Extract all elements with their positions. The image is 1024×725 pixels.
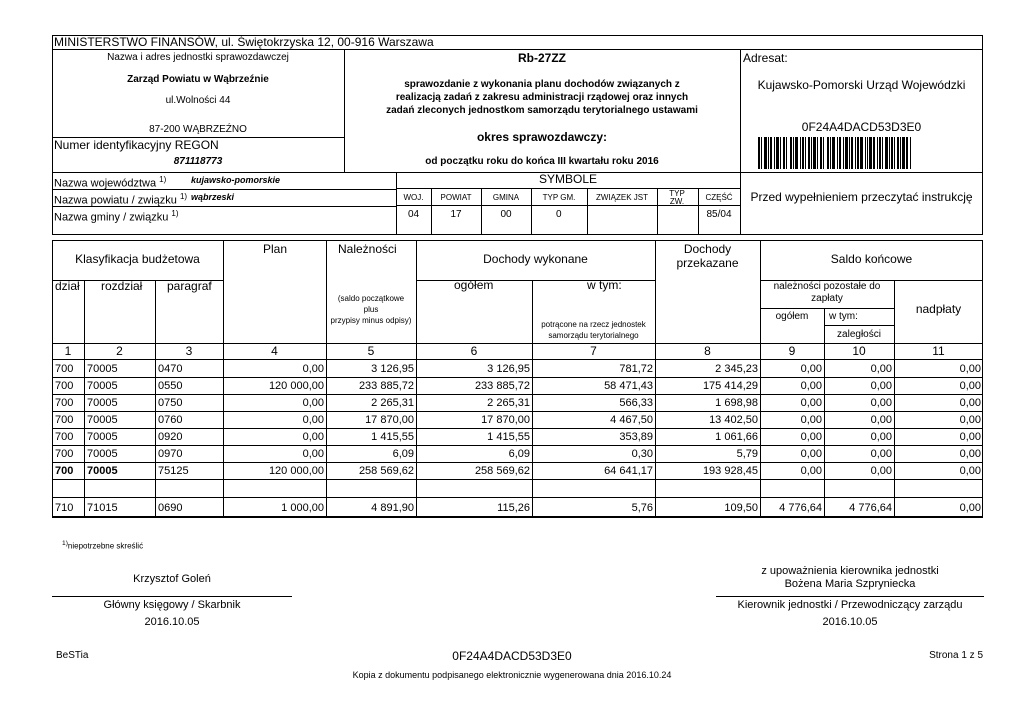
symbol-header: GMINA [492,193,520,202]
saldo-ogolem-header: ogółem [775,311,809,322]
divider [740,172,741,235]
column-number: 5 [367,344,375,358]
table-cell: 70005 [87,465,118,477]
table-cell: 0,00 [959,448,981,460]
column-number: 6 [470,344,478,358]
table-cell: 0,00 [870,414,892,426]
voivodeship-label: Nazwa województwa $^{1)}$ [54,175,167,190]
table-cell: 1 415,55 [371,431,414,443]
table-cell: 0,00 [800,380,822,392]
symbol-header: TYP GM. [542,193,576,202]
table-cell: 5,79 [736,448,758,460]
voivodeship-value: kujawsko-pomorskie [191,175,281,185]
symbols-title: SYMBOLE [538,172,598,186]
table-cell: 4 776,64 [849,502,892,514]
district-value: wąbrzeski [191,192,235,202]
copy-note: Kopia z dokumentu podpisanego elektronicznie wygenerowana dnia 2016.10.24 [352,670,672,680]
column-number: 1 [64,344,72,358]
table-cell: 0,00 [959,414,981,426]
column-number: 7 [590,344,597,358]
table-cell: 6,09 [508,448,530,460]
table-cell: 1 415,55 [487,431,530,443]
table-cell: 0,00 [870,363,892,375]
table-cell: 0,00 [800,448,822,460]
table-cell: 17 870,00 [481,414,530,426]
naleznosci-note: plus [363,305,379,314]
table-cell: 115,26 [497,502,530,514]
table-cell: 70005 [87,414,118,426]
table-cell: 0,00 [800,414,822,426]
divider [84,280,85,518]
commune-label: Nazwa gminy / związku $^{1)}$ [54,209,179,224]
right-signer-role: Kierownik jednostki / Przewodniczący zarządu [737,599,963,611]
table-cell: 109,50 [724,502,758,514]
symbol-header: ZWIĄZEK JST [596,193,648,202]
table-cell: 4 467,50 [610,414,653,426]
table-cell: 700 [55,448,74,460]
potracone-header: samorządu terytorialnego [548,331,639,340]
table-cell: 0,00 [870,448,892,460]
table-cell: 64 641,17 [604,465,653,477]
table-cell: 258 569,62 [474,465,530,477]
table-cell: 710 [55,502,74,514]
table-cell: 781,72 [619,363,653,375]
unit-label: Nazwa i adres jednostki sprawozdawczej [107,52,289,63]
table-cell: 6,09 [392,448,414,460]
symbol-value: 85/04 [706,209,732,220]
paragraf-header: paragraf [167,279,212,293]
table-cell: 0970 [158,448,183,460]
row-divider [52,479,983,480]
table-cell: 0690 [158,502,183,514]
table-cell: 0,00 [302,448,324,460]
dochody-przekazane-header: Dochody [683,242,732,256]
dochody-przekazane-header: przekazane [676,256,739,270]
row-divider [52,462,983,463]
table-cell: 0,00 [302,414,324,426]
zaleglosci-header: zaległości [837,329,881,340]
table-cell: 0,00 [959,397,981,409]
naleznosci-header: Należności [338,242,397,256]
addressee-value: Kujawsko-Pomorski Urząd Wojewódzki [757,78,966,92]
table-cell: 0,00 [800,431,822,443]
table-cell: 1 061,66 [715,431,758,443]
table-cell: 700 [55,414,74,426]
naleznosci-note: przypisy minus odpisy) [330,316,412,325]
divider [155,280,156,518]
table-cell: 353,89 [619,431,653,443]
table-cell: 566,33 [619,397,653,409]
system-name: BeSTia [56,650,89,661]
table-cell: 0,00 [959,465,981,477]
table-cell: 0470 [158,363,183,375]
table-cell: 0,00 [800,397,822,409]
naleznosci-pozostale-header: zapłaty [811,293,843,304]
table-cell: 2 265,31 [487,397,530,409]
table-cell: 0,30 [631,448,653,460]
symbol-header: WOJ. [403,193,424,202]
row-divider [52,516,983,517]
table-cell: 4 891,90 [371,502,414,514]
plan-header: Plan [263,242,288,256]
divider [740,49,741,172]
table-cell: 0750 [158,397,183,409]
table-cell: 5,76 [631,502,653,514]
table-cell: 3 126,95 [487,363,530,375]
table-cell: 233 885,72 [474,380,530,392]
ogolem-header: ogółem [454,278,494,292]
ministry-line: MINISTERSTWO FINANSÓW, ul. Świętokrzyska 12, 00-916 Warszawa [54,35,434,49]
dzial-header: dział [55,279,80,293]
naleznosci-pozostale-header: należności pozostałe do [773,281,881,292]
table-cell: 700 [55,397,74,409]
table-cell: 700 [55,465,74,477]
section-divider [52,497,983,498]
table-cell: 58 471,43 [604,380,653,392]
table-cell: 71015 [87,502,118,514]
table-cell: 0,00 [870,431,892,443]
table-cell: 0,00 [959,502,981,514]
table-cell: 0,00 [959,380,981,392]
table-cell: 13 402,50 [709,414,758,426]
doc-id: 0F24A4DACD53D3E0 [801,120,922,134]
barcode-image [758,137,958,169]
right-date: 2016.10.05 [822,616,878,628]
symbol-header: TYP ZW. [669,189,685,206]
table-cell: 120 000,00 [268,465,324,477]
table-cell: 0,00 [302,397,324,409]
symbol-header: POWIAT [440,193,472,202]
period-label: okres sprawozdawczy: [476,130,608,144]
form-title-3: zadań zleconych jednostkom samorządu terytorialnego ustawami [386,105,698,116]
table-cell: 1 000,00 [281,502,324,514]
table-cell: 70005 [87,431,118,443]
left-signer-name: Krzysztof Goleń [133,573,211,585]
form-title-2: realizacją zadań z zakresu administracji rządowej oraz innych [395,92,689,103]
row-divider [52,445,983,446]
saldo-w-tym-header: w tym: [829,311,858,322]
table-cell: 0,00 [800,465,822,477]
regon-label: Numer identyfikacyjny REGON [54,138,219,152]
table-cell: 700 [55,431,74,443]
symbol-value: 17 [450,209,462,220]
table-cell: 0,00 [302,363,324,375]
right-signer-name: Bożena Maria Szpryniecka [784,578,916,590]
saldo-header: Saldo końcowe [830,252,913,266]
nadplaty-header: nadpłaty [915,302,962,316]
table-cell: 193 928,45 [702,465,758,477]
addressee-label: Adresat: [743,51,788,65]
table-cell: 700 [55,363,74,375]
table-cell: 0,00 [302,431,324,443]
table-cell: 1 698,98 [715,397,758,409]
divider [52,359,983,360]
column-number: 11 [932,344,945,358]
table-cell: 0,00 [959,431,981,443]
table-cell: 0,00 [870,380,892,392]
footer-doc-id: 0F24A4DACD53D3E0 [452,649,572,663]
table-cell: 4 776,64 [779,502,822,514]
table-cell: 2 345,23 [715,363,758,375]
table-cell: 120 000,00 [268,380,324,392]
table-cell: 70005 [87,397,118,409]
left-date: 2016.10.05 [144,616,200,628]
page-number: Strona 1 z 5 [929,650,983,661]
divider [396,188,740,189]
table-cell: 70005 [87,380,118,392]
table-cell: 0550 [158,380,183,392]
table-cell: 0920 [158,431,183,443]
rozdzial-header: rozdział [101,279,143,293]
table-cell: 0,00 [870,465,892,477]
potracone-header: potrącone na rzecz jednostek [541,320,646,329]
column-number: 9 [788,344,796,358]
w-tym-header: w tym: [587,278,622,292]
naleznosci-note: (saldo początkowe [337,294,405,303]
table-cell: 0,00 [870,397,892,409]
column-number: 3 [185,344,193,358]
divider [760,308,894,309]
row-divider [52,377,983,378]
footnote: $^{1)}$niepotrzebne skreślić [62,540,144,551]
symbol-value: 04 [407,209,420,220]
divider [657,188,658,235]
period-value: od początku roku do końca III kwartału roku 2016 [425,156,659,167]
left-signer-role: Główny księgowy / Skarbnik [103,599,241,611]
table-cell: 0760 [158,414,183,426]
klasyfikacja-header: Klasyfikacja budżetowa [75,252,200,266]
district-label: Nazwa powiatu / związku $^{1)}$ [54,192,188,207]
row-divider [52,394,983,395]
dochody-wykonane-header: Dochody wykonane [483,252,588,266]
form-code: Rb-27ZZ [518,51,566,65]
divider [824,325,894,326]
table-cell: 17 870,00 [365,414,414,426]
symbol-header: CZĘŚĆ [705,193,733,202]
unit-name: Zarząd Powiatu w Wąbrzeźnie [127,74,269,85]
symbol-value: 00 [500,209,512,220]
unit-street: ul.Wolności 44 [165,95,231,106]
column-number: 2 [116,344,123,358]
table-cell: 3 126,95 [371,363,414,375]
form-title-1: sprawozdanie z wykonania planu dochodów związanych z [404,79,680,90]
row-divider [52,411,983,412]
left-signature-line [52,596,292,597]
table-cell: 233 885,72 [358,380,414,392]
table-cell: 75125 [158,465,189,477]
column-number: 10 [852,344,866,358]
right-signature-line [716,596,984,597]
column-number: 4 [271,344,278,358]
table-cell: 258 569,62 [358,465,414,477]
table-cell: 175 414,29 [702,380,758,392]
regon-value: 871118773 [173,156,223,167]
table-cell: 70005 [87,448,118,460]
table-cell: 700 [55,380,74,392]
symbol-value: 0 [556,209,562,220]
right-authorization-note: z upoważnienia kierownika jednostki [761,565,939,577]
instruction-note: Przed wypełnieniem przeczytać instrukcję [750,190,973,204]
unit-city: 87-200 WĄBRZEŹNO [149,124,247,135]
row-divider [52,428,983,429]
header-divider [52,49,983,50]
table-cell: 2 265,31 [371,397,414,409]
table-cell: 0,00 [800,363,822,375]
column-number: 8 [704,344,711,358]
table-cell: 0,00 [959,363,981,375]
table-cell: 70005 [87,363,118,375]
